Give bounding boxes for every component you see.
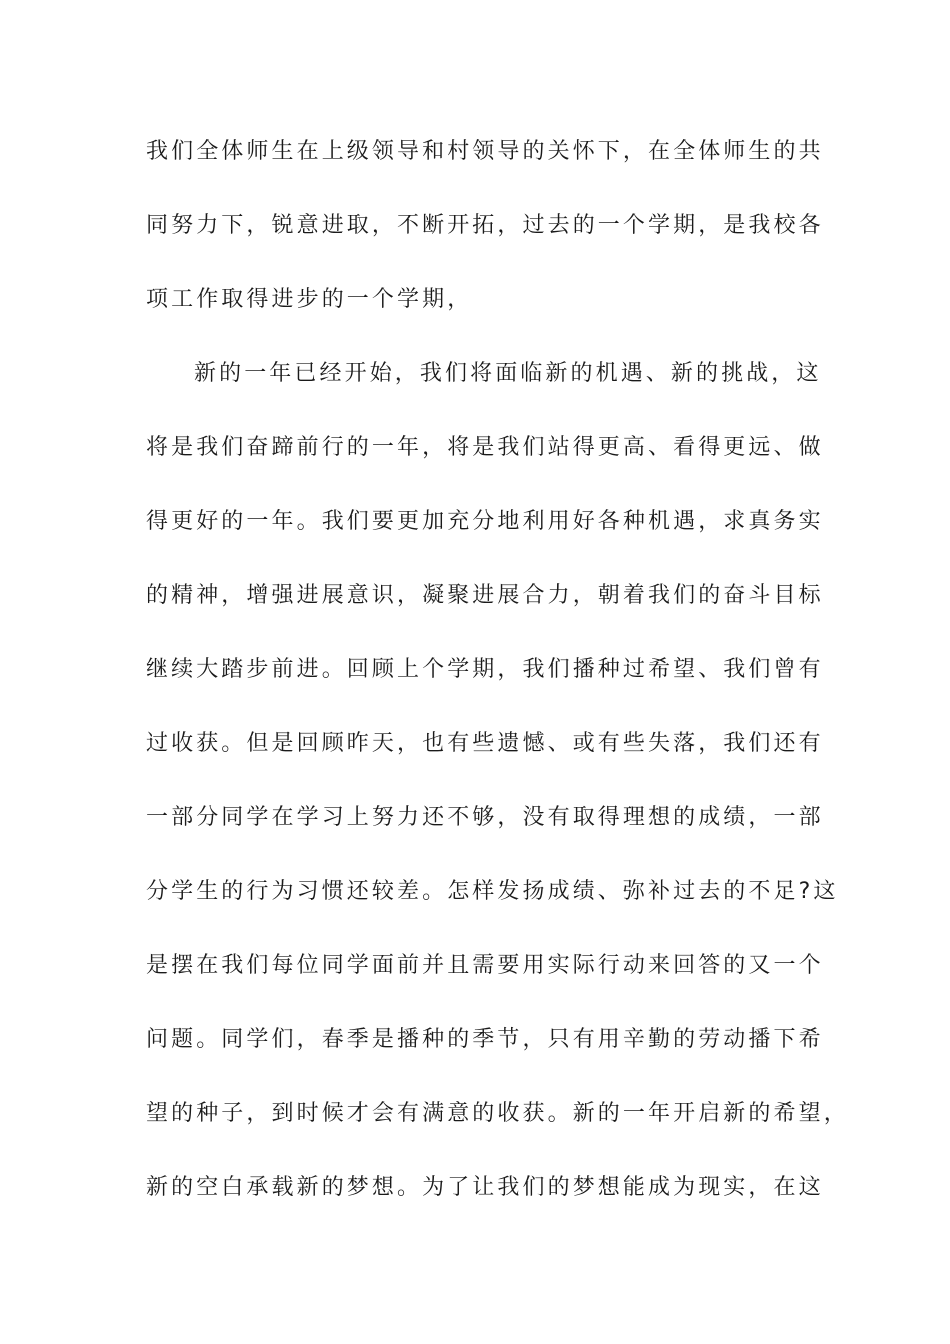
text-line: 过收获。但是回顾昨天，也有些遗憾、或有些失落，我们还有	[146, 731, 824, 756]
text-line: 问题。同学们，春季是播种的季节，只有用辛勤的劳动播下希	[146, 1027, 824, 1052]
text-line: 新的一年已经开始，我们将面临新的机遇、新的挑战，这	[194, 361, 822, 386]
text-line: 一部分同学在学习上努力还不够，没有取得理想的成绩，一部	[146, 805, 824, 830]
body-text	[146, 130, 849, 1240]
text-line: 同努力下，锐意进取，不断开拓，过去的一个学期，是我校各	[146, 213, 824, 238]
text-line: 我们全体师生在上级领导和村领导的关怀下，在全体师生的共	[146, 139, 824, 164]
text-line: 新的空白承载新的梦想。为了让我们的梦想能成为现实，在这	[146, 1175, 824, 1200]
text-line: 将是我们奋蹄前行的一年，将是我们站得更高、看得更远、做	[146, 435, 824, 460]
text-line: 望的种子，到时候才会有满意的收获。新的一年开启新的希望，	[146, 1101, 849, 1126]
text-line: 分学生的行为习惯还较差。怎样发扬成绩、弥补过去的不足?这	[146, 879, 839, 904]
text-line: 得更好的一年。我们要更加充分地利用好各种机遇，求真务实	[146, 509, 824, 534]
text-line: 的精神，增强进展意识，凝聚进展合力，朝着我们的奋斗目标	[146, 583, 824, 608]
text-line: 项工作取得进步的一个学期，	[146, 287, 473, 312]
text-line: 是摆在我们每位同学面前并且需要用实际行动来回答的又一个	[146, 953, 824, 978]
text-line: 继续大踏步前进。回顾上个学期，我们播种过希望、我们曾有	[146, 657, 824, 682]
